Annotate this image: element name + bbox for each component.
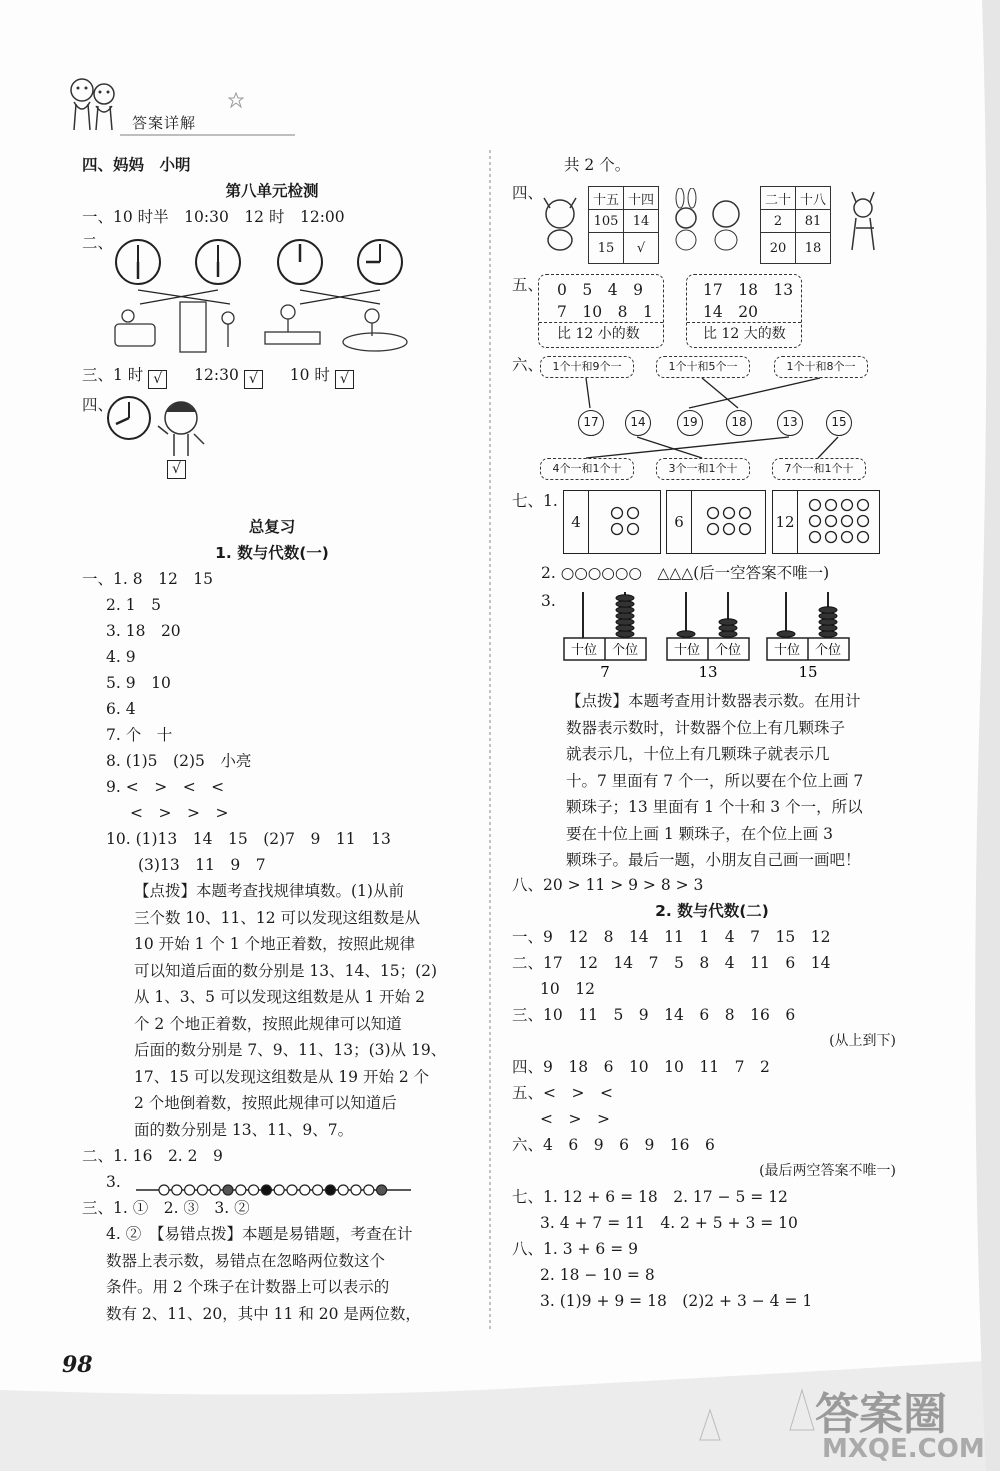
dot: [826, 532, 837, 543]
u8-2: 二、: [82, 234, 114, 252]
balloon: 14: [625, 410, 651, 436]
explanation-1-line-5: 个 2 个地正着数，按照此规律可以知道: [134, 1014, 402, 1033]
review-title: 总复习: [248, 518, 296, 536]
bead: [236, 1185, 246, 1195]
bead: [223, 1185, 233, 1195]
top-label: 1个十和8个一: [774, 356, 868, 378]
balloon: 19: [677, 410, 703, 436]
left-review: [82, 514, 472, 1327]
r0: 共 2 个。: [564, 156, 631, 174]
s1-1: 一、1. 8 12 15: [82, 570, 214, 588]
bead: [172, 1185, 182, 1195]
header: [60, 70, 250, 140]
s1-10b: (3)13 11 9 7: [138, 856, 266, 874]
bead: [616, 613, 634, 619]
dot: [612, 508, 623, 519]
right-lower: [512, 872, 912, 1314]
l1: 四、妈妈 小明: [82, 155, 191, 174]
explanation-1-line-0: 【点拨】本题考查找规律填数。(1)从前: [134, 882, 404, 900]
dot: [858, 500, 869, 511]
page-edge-decoration: [968, 0, 1000, 1471]
q4-label: 四、: [512, 184, 544, 202]
d3: 三、10 11 5 9 14 6 8 16 6: [512, 1006, 796, 1024]
watermark-logo: 答案圈: [815, 1389, 947, 1440]
u8-3a: 三、1 时: [82, 366, 144, 384]
d5a: 五、< > <: [512, 1084, 613, 1102]
explanation-1-line-4: 从 1、3、5 可以发现这组数是从 1 开始 2: [134, 988, 425, 1006]
clock-2-icon: [196, 240, 240, 284]
bead: [719, 625, 737, 631]
s2-3: 3.: [106, 1173, 121, 1191]
bead: [616, 631, 634, 637]
bead: [819, 625, 837, 631]
sec1-title: 1. 数与代数(一): [215, 544, 329, 562]
d2a: 二、17 12 14 7 5 8 4 11 6 14: [512, 954, 831, 972]
bead: [819, 631, 837, 637]
card-dots: [590, 491, 660, 551]
s1-3: 3. 18 20: [106, 622, 181, 640]
dot: [842, 532, 853, 543]
u8-q3: [82, 362, 472, 389]
explanation-1-line-3: 可以知道后面的数分别是 13、14、15；(2): [134, 961, 438, 980]
checkbox-2: √: [244, 370, 263, 389]
star-doodle-icon: [228, 92, 244, 108]
t2-21: 18: [796, 233, 831, 264]
q6-label: 六、: [512, 356, 544, 374]
clock-4-icon: [358, 240, 402, 284]
d8a: 八、1. 3 + 6 = 9: [512, 1240, 638, 1258]
s1-10a: 10. (1)13 14 15 (2)7 9 11 13: [106, 830, 391, 848]
t1-10: 105: [589, 210, 624, 233]
t2-01: 十八: [796, 187, 831, 210]
t1-20: 15: [589, 233, 624, 264]
explanation-1-line-2: 10 开始 1 个 1 个地正着数，按照此规律: [134, 935, 416, 953]
bead: [616, 601, 634, 607]
scene-icons: [115, 302, 407, 352]
t1-00: 十五: [589, 187, 624, 210]
d8c: 3. (1)9 + 9 = 18 (2)2 + 3 − 4 = 1: [540, 1292, 813, 1310]
ones-label: 个位: [611, 643, 639, 658]
unit8-title: 第八单元检测: [225, 181, 319, 200]
set2c: 比 12 大的数: [703, 326, 786, 342]
cat-icon: [536, 188, 584, 252]
bottom-label: 4个一和1个十: [540, 458, 634, 480]
header-rule: [120, 132, 300, 138]
bottom-label: 7个一和1个十: [772, 458, 866, 480]
card-number: 6: [667, 491, 692, 553]
balloon: 15: [826, 410, 852, 436]
t2-11: 81: [796, 210, 831, 233]
card-number: 12: [773, 491, 798, 553]
deer-icon: [838, 188, 888, 254]
tens-label: 十位: [773, 643, 801, 658]
explanation-2: [566, 688, 946, 874]
bead: [325, 1185, 335, 1195]
bead: [274, 1185, 284, 1195]
dot: [842, 516, 853, 527]
checkbox-1: √: [148, 370, 167, 389]
explanation-2-line-3: 十。7 里面有 7 个一，所以要在个位上画 7: [566, 771, 864, 790]
card-number: 4: [564, 491, 589, 553]
t2-10: 2: [761, 210, 796, 233]
bead: [210, 1185, 220, 1195]
s3-4-line-3: 数有 2、11、20，其中 11 和 20 是两位数，: [106, 1304, 421, 1323]
s1-4: 4. 9: [106, 648, 136, 666]
dot: [740, 508, 751, 519]
explanation-2-line-0: 【点拨】本题考查用计数器表示数。在用计: [566, 692, 861, 710]
explanation-1-line-6: 后面的数分别是 7、9、11、13；(3)从 19、: [134, 1041, 447, 1059]
tens-label: 十位: [673, 643, 701, 658]
dot: [724, 524, 735, 535]
clock-3-icon: [278, 240, 322, 284]
table-1: [588, 186, 659, 264]
bead: [777, 631, 795, 637]
tens-label: 十位: [570, 643, 598, 658]
bead: [300, 1185, 310, 1195]
set1a: 0 5 4 9: [557, 281, 643, 299]
s1-5: 5. 9 10: [106, 674, 171, 692]
card-dots: [799, 491, 879, 551]
dot: [858, 516, 869, 527]
dot-card: [772, 490, 880, 554]
rabbit-monkey-icon: [666, 188, 750, 252]
dot: [724, 508, 735, 519]
dot-card: [563, 490, 661, 554]
bead: [338, 1185, 348, 1195]
clock-boy-illustration: [106, 394, 216, 460]
card-dots: [693, 491, 765, 551]
dot-card: [666, 490, 766, 554]
abacus-value: 15: [798, 663, 818, 680]
checkbox-4: √: [167, 460, 186, 479]
explanation-1-line-8: 2 个地倒着数，按照此规律可以知道后: [134, 1094, 397, 1112]
bead: [719, 619, 737, 625]
dot: [826, 516, 837, 527]
d5b: < > >: [540, 1110, 610, 1128]
q7-2: 2. ○○○○○○ △△△(后一空答案不唯一): [541, 564, 830, 582]
set1b: 7 10 8 1: [557, 303, 653, 321]
abacus: [666, 590, 750, 680]
dot: [810, 500, 821, 511]
bead: [159, 1185, 169, 1195]
bead: [364, 1185, 374, 1195]
u8-1: 一、10 时半 10:30 12 时 12:00: [82, 208, 345, 226]
abacus: [766, 590, 850, 680]
dot: [842, 500, 853, 511]
checkbox-3: √: [335, 370, 354, 389]
abacus-value: 13: [698, 663, 718, 680]
table-2: [760, 186, 831, 264]
page-number: 98: [62, 1352, 93, 1378]
s3-4-line-0: 4. ② 【易错点拨】本题是易错题，考查在计: [106, 1225, 413, 1243]
bead: [185, 1185, 195, 1195]
dot: [810, 532, 821, 543]
u8-4: 四、: [82, 396, 114, 414]
match-line: [586, 378, 590, 408]
header-title: 答案详解: [132, 114, 197, 132]
d6: 六、4 6 9 6 9 16 6: [512, 1136, 715, 1154]
balloon: 17: [578, 410, 604, 436]
t2-00: 二十: [761, 187, 796, 210]
t1-21: √: [624, 233, 659, 264]
kids-illustration-icon: [60, 70, 130, 140]
dot: [740, 524, 751, 535]
abacus: [563, 590, 647, 680]
d6n: (最后两空答案不唯一): [759, 1163, 896, 1179]
bead: [616, 625, 634, 631]
bead: [819, 607, 837, 613]
bead: [677, 631, 695, 637]
set-larger: [686, 274, 802, 348]
bead: [719, 631, 737, 637]
top-label: 1个十和9个一: [540, 356, 634, 378]
d3n: (从上到下): [829, 1033, 896, 1049]
explanation-2-line-4: 颗珠子；13 里面有 1 个十和 3 个一，所以: [566, 798, 863, 816]
match-line: [689, 378, 820, 408]
q8: 八、20 > 11 > 9 > 8 > 3: [512, 876, 704, 894]
s3-1: 三、1. ① 2. ③ 3. ②: [82, 1199, 250, 1217]
match-line: [818, 437, 838, 458]
top-label: 1个十和5个一: [656, 356, 750, 378]
explanation-1-line-9: 面的数分别是 13、11、9、7。: [134, 1120, 354, 1139]
s1-2: 2. 1 5: [106, 596, 161, 614]
d4: 四、9 18 6 10 10 11 7 2: [512, 1058, 770, 1076]
s1-9a: 9. < > < <: [106, 778, 225, 796]
set2a: 17 18 13: [703, 281, 794, 299]
dot: [708, 524, 719, 535]
explanation-2-line-2: 就表示几，十位上有几颗珠子就表示几: [566, 745, 830, 763]
d7a: 七、1. 12 + 6 = 18 2. 17 − 5 = 12: [512, 1188, 788, 1206]
s2-1: 二、1. 16 2. 2 9: [82, 1147, 223, 1165]
dot: [628, 524, 639, 535]
s1-7: 7. 个 十: [106, 726, 173, 744]
s3-4: [82, 1221, 472, 1327]
column-divider: [488, 150, 492, 1330]
match-line: [586, 437, 789, 458]
bead: [313, 1185, 323, 1195]
explanation-1: [82, 878, 472, 1143]
watermark-text: MXQE.COM: [822, 1434, 985, 1464]
balloon: 18: [726, 410, 752, 436]
s3-4-line-1: 数器上表示数，易错点在忽略两位数这个: [106, 1251, 386, 1270]
explanation-1-line-7: 17、15 可以发现这组数是从 19 开始 2 个: [134, 1067, 430, 1086]
d8b: 2. 18 − 10 = 8: [540, 1266, 655, 1284]
bead: [197, 1185, 207, 1195]
bead: [377, 1185, 387, 1195]
dot: [826, 500, 837, 511]
bead: [819, 619, 837, 625]
u8-3b: 12:30: [194, 366, 239, 384]
clock-1-icon: [116, 240, 160, 284]
q5-label: 五、: [512, 276, 544, 294]
sec2-title: 2. 数与代数(二): [655, 902, 769, 920]
bead: [351, 1185, 361, 1195]
q7-3: 3.: [541, 592, 556, 610]
t1-11: 14: [624, 210, 659, 233]
bead-string-diagram: [136, 1180, 416, 1200]
u8-3c: 10 时: [289, 366, 330, 384]
s1-8: 8. (1)5 (2)5 小亮: [106, 752, 252, 770]
bead: [249, 1185, 259, 1195]
bead: [819, 613, 837, 619]
dot: [810, 516, 821, 527]
t1-01: 十四: [624, 187, 659, 210]
t2-20: 20: [761, 233, 796, 264]
explanation-2-line-1: 数器表示数时，计数器个位上有几颗珠子: [566, 718, 846, 737]
bead: [616, 619, 634, 625]
ones-label: 个位: [814, 643, 842, 658]
s3-4-line-2: 条件。用 2 个珠子在计数器上可以表示的: [106, 1278, 390, 1296]
bead: [287, 1185, 297, 1195]
q7-label: 七、1.: [512, 492, 558, 510]
explanation-2-wrap: [566, 688, 946, 874]
abacus-value: 7: [600, 663, 610, 680]
s1-9b: < > > >: [130, 804, 229, 822]
set-smaller: [538, 274, 664, 348]
bead: [616, 595, 634, 601]
s1-6: 6. 4: [106, 700, 136, 718]
d7b: 3. 4 + 7 = 11 4. 2 + 5 + 3 = 10: [540, 1214, 798, 1232]
set2b: 14 20: [703, 303, 758, 321]
bead: [261, 1185, 271, 1195]
explanation-1-line-1: 三个数 10、11、12 可以发现这组数是从: [134, 908, 421, 927]
d1: 一、9 12 8 14 11 1 4 7 15 12: [512, 928, 831, 946]
dot: [708, 508, 719, 519]
clock-matching-diagram: [110, 232, 420, 362]
set1c: 比 12 小的数: [557, 326, 640, 342]
ones-label: 个位: [714, 643, 742, 658]
bead: [616, 607, 634, 613]
balloon: 13: [777, 410, 803, 436]
dot: [628, 508, 639, 519]
d2b: 10 12: [540, 980, 595, 998]
explanation-2-line-5: 要在十位上画 1 颗珠子，在个位上画 3: [566, 824, 834, 843]
explanation-2-line-6: 颗珠子。最后一题，小朋友自己画一画吧！: [566, 851, 861, 869]
dot: [612, 524, 623, 535]
bottom-label: 3个一和1个十: [656, 458, 750, 480]
dot: [858, 532, 869, 543]
